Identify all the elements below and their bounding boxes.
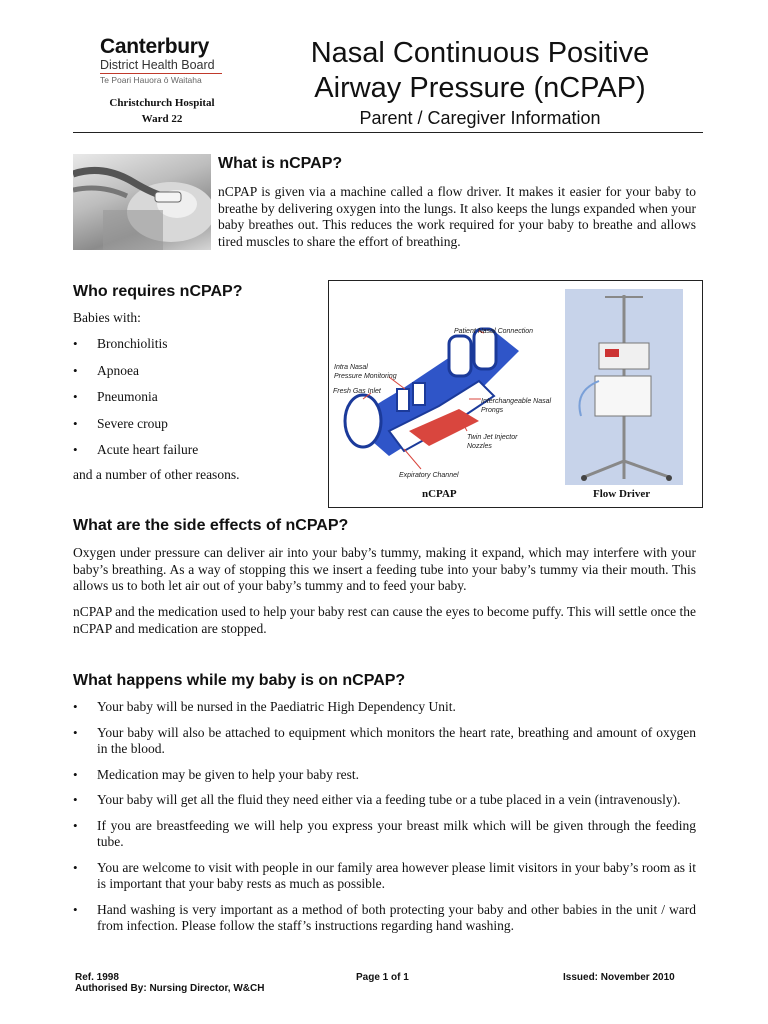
label-intra-nasal-2: Pressure Monitoring xyxy=(334,373,397,380)
ward-name: Ward 22 xyxy=(141,113,183,125)
header-divider xyxy=(73,132,703,133)
side-effects-heading: What are the side effects of nCPAP? xyxy=(73,517,349,534)
while-on-heading: What happens while my baby is on nCPAP? xyxy=(73,672,406,689)
list-item: • Your baby will get all the fluid they need either via a feeding tube or a tube placed in a vein (intravenously). xyxy=(73,792,696,809)
ncpap-caption: nCPAP xyxy=(422,488,457,500)
label-injector-2: Nozzles xyxy=(467,443,492,450)
pressure-port-shape xyxy=(397,389,409,411)
castor-wheel-shape xyxy=(581,475,587,481)
logo-maori-name: Te Poari Hauora ō Waitaha xyxy=(100,75,202,85)
nasal-prong-left xyxy=(449,336,471,376)
nasal-prong-right xyxy=(474,329,496,369)
flow-driver-caption: Flow Driver xyxy=(593,488,651,500)
who-requires-heading: Who requires nCPAP? xyxy=(73,283,243,300)
pressure-port-shape-2 xyxy=(413,383,425,405)
list-item: • Severe croup xyxy=(73,416,313,433)
castor-wheel-shape-2 xyxy=(666,475,672,481)
label-prongs-1: Interchangeable Nasal xyxy=(481,398,552,405)
fresh-gas-inlet-shape xyxy=(345,395,381,447)
footer-left xyxy=(75,972,264,994)
label-injector-1: Twin Jet Injector xyxy=(467,434,518,441)
hospital-block xyxy=(98,95,226,127)
page-title xyxy=(262,36,698,106)
list-item: • Pneumonia xyxy=(73,389,313,406)
care-info-list xyxy=(73,699,696,935)
logo-subtitle: District Health Board xyxy=(100,58,222,74)
ncpap-tubing-shape-2 xyxy=(73,188,127,196)
baby-photo-illustration xyxy=(73,154,211,250)
list-item: • Your baby will be nursed in the Paediatric High Dependency Unit. xyxy=(73,699,696,716)
cdhb-logo xyxy=(100,36,230,86)
blanket-shape xyxy=(103,210,163,250)
baby-on-ncpap-photo xyxy=(73,154,211,250)
label-prongs-2: Prongs xyxy=(481,407,504,414)
nasal-prong-shape xyxy=(155,192,181,202)
list-item: • Bronchiolitis xyxy=(73,336,313,353)
footer-ref: Ref. 1998 xyxy=(75,972,119,983)
what-is-text: nCPAP is given via a machine called a flow driver. It makes it easier for your baby to breathe by delivering oxygen into the lungs. It also keeps the lungs expanded when your baby breathes out. This reduces the work required for your baby to breathe and allows tired muscles to share the effort of breathing. xyxy=(218,184,696,249)
list-item: • You are welcome to visit with people in our family area however please limit visitors in your baby’s room as it is important that your baby rests as much as possible. xyxy=(73,860,696,893)
flow-driver-unit-shape xyxy=(595,376,651,416)
list-item: • Acute heart failure xyxy=(73,442,313,459)
ncpap-figure xyxy=(328,280,703,508)
title-line-2: Airway Pressure (nCPAP) xyxy=(314,72,646,104)
who-requires-intro: Babies with: xyxy=(73,310,141,325)
logo-name: Canterbury xyxy=(100,35,210,58)
who-requires-outro: and a number of other reasons. xyxy=(73,467,240,482)
label-patient-nasal: Patient Nasal Connection xyxy=(454,328,533,335)
list-item: • Medication may be given to help your baby rest. xyxy=(73,767,696,784)
ncpap-diagram xyxy=(329,281,702,507)
what-is-heading: What is nCPAP? xyxy=(218,155,343,172)
footer-issued: Issued: November 2010 xyxy=(563,972,675,983)
page-subtitle: Parent / Caregiver Information xyxy=(359,108,601,128)
display-shape xyxy=(605,349,619,357)
footer-authorised: Authorised By: Nursing Director, W&CH xyxy=(75,983,265,994)
label-expiratory: Expiratory Channel xyxy=(399,472,459,479)
list-item: • If you are breastfeeding we will help you express your breast milk which will be given through the feeding tube. xyxy=(73,818,696,851)
footer-page: Page 1 of 1 xyxy=(356,972,409,983)
list-item: • Your baby will also be attached to equipment which monitors the heart rate, breathing and amount of oxygen in the blood. xyxy=(73,725,696,758)
title-line-1: Nasal Continuous Positive xyxy=(310,37,650,69)
side-effects-paragraph-1: Oxygen under pressure can deliver air into your baby’s tummy, making it expand, which may interfere with your baby’s breathing. As a way of stopping this we insert a feeding tube into your baby’s tummy via their mouth. This allows us to both let air out of your baby’s tummy and to feed your baby. xyxy=(73,545,696,593)
list-item: • Apnoea xyxy=(73,363,313,380)
side-effects-paragraph-2: nCPAP and the medication used to help your baby rest can cause the eyes to become puffy. This will settle once the nCPAP and medication are stopped. xyxy=(73,604,696,636)
list-item: • Hand washing is very important as a method of both protecting your baby and other babies in the unit / ward from infection. Please follow the staff’s instructions regarding hand washing. xyxy=(73,902,696,935)
label-fresh-gas: Fresh Gas Inlet xyxy=(333,388,381,395)
conditions-list xyxy=(73,336,313,459)
label-intra-nasal-1: Intra Nasal xyxy=(334,364,368,371)
hospital-name: Christchurch Hospital xyxy=(109,97,215,109)
